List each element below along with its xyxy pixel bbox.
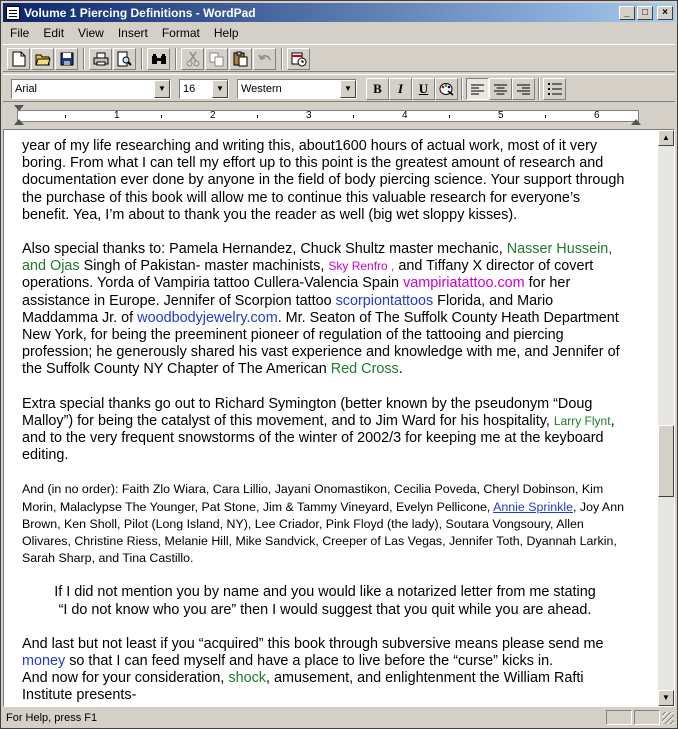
first-line-indent-marker[interactable] [14, 105, 24, 111]
toolbar-separator [141, 48, 143, 70]
ruler-number: 3 [306, 110, 312, 121]
vertical-scrollbar[interactable] [658, 130, 674, 706]
red-cross-text: Red Cross [330, 361, 399, 378]
menu-help[interactable]: Help [213, 25, 239, 40]
status-bar [3, 708, 675, 727]
undo-icon [258, 53, 272, 65]
left-indent-marker[interactable] [14, 119, 24, 125]
resize-grip-icon[interactable] [662, 712, 674, 724]
paragraph-1: year of my life researching and writing this, about1600 hours of actual work, most of it very boring. From what I can tell my effort up to this point is the greatest amount of research and documentation ever done by anyone in the field of body piercing science. Your support through the purchase of this book will allow me to continue this valuable research for everyone’s benefit. Yea, I’m about to thank you the reader as well (big wet sloppy kisses). [22, 138, 625, 223]
shock-text: shock [228, 670, 266, 687]
print-icon [93, 52, 109, 66]
align-right-icon [517, 84, 530, 95]
ruler[interactable] [3, 104, 675, 128]
menu-edit[interactable]: Edit [43, 25, 65, 40]
align-right-button[interactable] [512, 78, 535, 100]
sky-renfro-text: Sky Renfro , [328, 259, 395, 274]
format-bar [3, 74, 675, 102]
toolbar-separator [175, 48, 177, 70]
document-text-area[interactable] [4, 130, 658, 706]
chevron-down-icon[interactable]: ▼ [212, 80, 228, 98]
standard-toolbar [3, 44, 675, 72]
money-text: money [22, 653, 66, 670]
menu-insert[interactable]: Insert [117, 25, 148, 40]
ruler-tick [545, 115, 546, 118]
paragraph-2: Also special thanks to: Pamela Hernandez, Chuck Shultz master mechanic, Nasser Hussein, and Ojas Singh of Pakistan- master machinists, Sky Renfro , and Tiffany X director of covert operations. Yorda of Vampiria tattoo Cullera-Valencia Spain vampiriatattoo.com for her assistance in Europe. Jennifer of Scorpion tattoo scorpiontattoos Florida, and Mario Maddamma Jr. of woodbodyjewelry.com. Mr. Seaton of The Suffolk County Heath Department New York, for being the preeminent pioneer of regulation of the tattooing and piercing profession; he generously shared his vast experience and knowledge with me, and Jennifer of the Suffolk County NY Chapter of The American Red Cross. [22, 241, 620, 378]
cut-button[interactable] [181, 48, 204, 70]
print-preview-button[interactable] [113, 48, 136, 70]
italic-button[interactable]: I [389, 78, 412, 100]
ruler-tick [161, 115, 162, 118]
ruler-tick [257, 115, 258, 118]
copy-button[interactable] [205, 48, 228, 70]
toolbar-separator [83, 48, 85, 70]
paste-icon [233, 51, 248, 67]
paragraph-7: And now for your consideration, shock, amusement, and enlightenment the William Rafti Institute presents- [22, 670, 584, 704]
maximize-button[interactable]: □ [637, 6, 653, 20]
color-button[interactable] [435, 78, 458, 100]
menu-file[interactable]: File [10, 25, 30, 40]
paste-button[interactable] [229, 48, 252, 70]
align-center-icon [494, 84, 507, 95]
font-size-value: 16 [183, 83, 196, 95]
window-title: Volume 1 Piercing Definitions - WordPad [24, 5, 256, 20]
font-size-select[interactable] [179, 79, 229, 99]
script-value: Western [241, 83, 282, 95]
open-icon [35, 52, 51, 66]
paragraph-4: And (in no order): Faith Zlo Wiara, Cara Lillio, Jayani Onomastikon, Cecilia Poveda, Cheryl Dobinson, Kim Morin, Malaclypse The Younger, Pat Stone, Jim & Tammy Vineyard, Evelyn Pellicone, Annie Sprinkle, Joy Ann Brown, Ken Sholl, Pilot (Long Island, NY), Lee Criador, Pink Floyd (the lady), Soutara Vongsoury, Allen Olivares, Christine Riess, Melanie Hill, Mike Sandvick, Creeper of Las Vegas, Jennifer Toth, Dyannah Larkin, Sarah Sharp, and Tina Castillo. [22, 482, 624, 566]
ruler-number: 2 [210, 110, 216, 121]
chevron-down-icon[interactable]: ▼ [154, 80, 170, 98]
script-select[interactable] [237, 79, 357, 99]
wordpad-app-icon[interactable] [6, 6, 20, 20]
print-button[interactable] [89, 48, 112, 70]
toolbar-separator [281, 48, 283, 70]
scroll-down-button[interactable]: ▼ [658, 690, 674, 706]
status-message: For Help, press F1 [6, 711, 98, 724]
ruler-tick [65, 115, 66, 118]
scroll-thumb[interactable] [658, 425, 674, 497]
document-frame [3, 129, 675, 707]
datetime-icon [291, 52, 307, 67]
font-name-select[interactable] [11, 79, 171, 99]
underline-button[interactable]: U [412, 78, 435, 100]
ruler-number: 1 [114, 110, 120, 121]
undo-button[interactable] [253, 48, 276, 70]
bullets-button[interactable] [543, 78, 566, 100]
align-left-icon [471, 84, 484, 95]
copy-icon [209, 52, 224, 67]
align-left-button[interactable] [466, 78, 489, 100]
cut-icon [186, 51, 200, 67]
ruler-tick [353, 115, 354, 118]
save-button[interactable] [55, 48, 78, 70]
paragraph-5-line-1: If I did not mention you by name and you would like a notarized letter from me stating [54, 584, 596, 601]
toolbar-separator [538, 78, 540, 100]
status-panel [634, 710, 660, 725]
ruler-number: 5 [498, 110, 504, 121]
woodbody-link: woodbodyjewelry.com [137, 309, 278, 326]
find-button[interactable] [147, 48, 170, 70]
ruler-tick [449, 115, 450, 118]
find-icon [151, 53, 167, 65]
align-center-button[interactable] [489, 78, 512, 100]
larry-flynt-text: Larry Flynt [553, 413, 611, 428]
bullets-icon [548, 83, 562, 95]
open-button[interactable] [31, 48, 54, 70]
status-panel [606, 710, 632, 725]
paragraph-5-line-2: “I do not know who you are” then I would suggest that you quit while you are ahead. [58, 601, 592, 618]
new-icon [12, 51, 26, 67]
save-icon [60, 52, 74, 66]
print-preview-icon [117, 51, 132, 67]
annie-sprinkle-link[interactable]: Annie Sprinkle [493, 499, 573, 514]
close-button[interactable]: × [657, 6, 673, 20]
toolbar-separator [461, 78, 463, 100]
scorpion-link: scorpiontattoos [335, 292, 434, 309]
paragraph-3: Extra special thanks go out to Richard Symington (better known by the pseudonym “Doug Malloy”) for being the catalyst of this movement, and to Jim Ward for his hospitality, Larry Flynt, and to the very frequent snowstorms of the winter of 2002/3 for keeping me at the keyboard editing. [22, 395, 615, 464]
menu-format[interactable]: Format [161, 25, 200, 40]
chevron-down-icon[interactable]: ▼ [340, 80, 356, 98]
color-palette-icon [439, 82, 454, 96]
right-indent-marker[interactable] [631, 119, 641, 125]
date-time-button[interactable] [287, 48, 310, 70]
ruler-track[interactable] [17, 110, 639, 122]
font-name-value: Arial [15, 83, 38, 95]
new-button[interactable] [7, 48, 30, 70]
nasser-hussein-text: Nasser Hussein, and Ojas [22, 241, 613, 275]
ruler-number: 6 [594, 110, 600, 121]
vampiria-link: vampiriatattoo.com [403, 275, 525, 292]
bold-button[interactable]: B [366, 78, 389, 100]
ruler-number: 4 [402, 110, 408, 121]
title-bar[interactable] [3, 3, 675, 22]
minimize-button[interactable]: _ [619, 6, 635, 20]
paragraph-6: And last but not least if you “acquired” this book through subversive means please send me money so that I can feed myself and have a place to live before the “curse” kicks in. [22, 635, 604, 670]
menu-bar [3, 23, 675, 42]
menu-view[interactable]: View [78, 25, 104, 40]
scroll-up-button[interactable]: ▲ [658, 130, 674, 146]
